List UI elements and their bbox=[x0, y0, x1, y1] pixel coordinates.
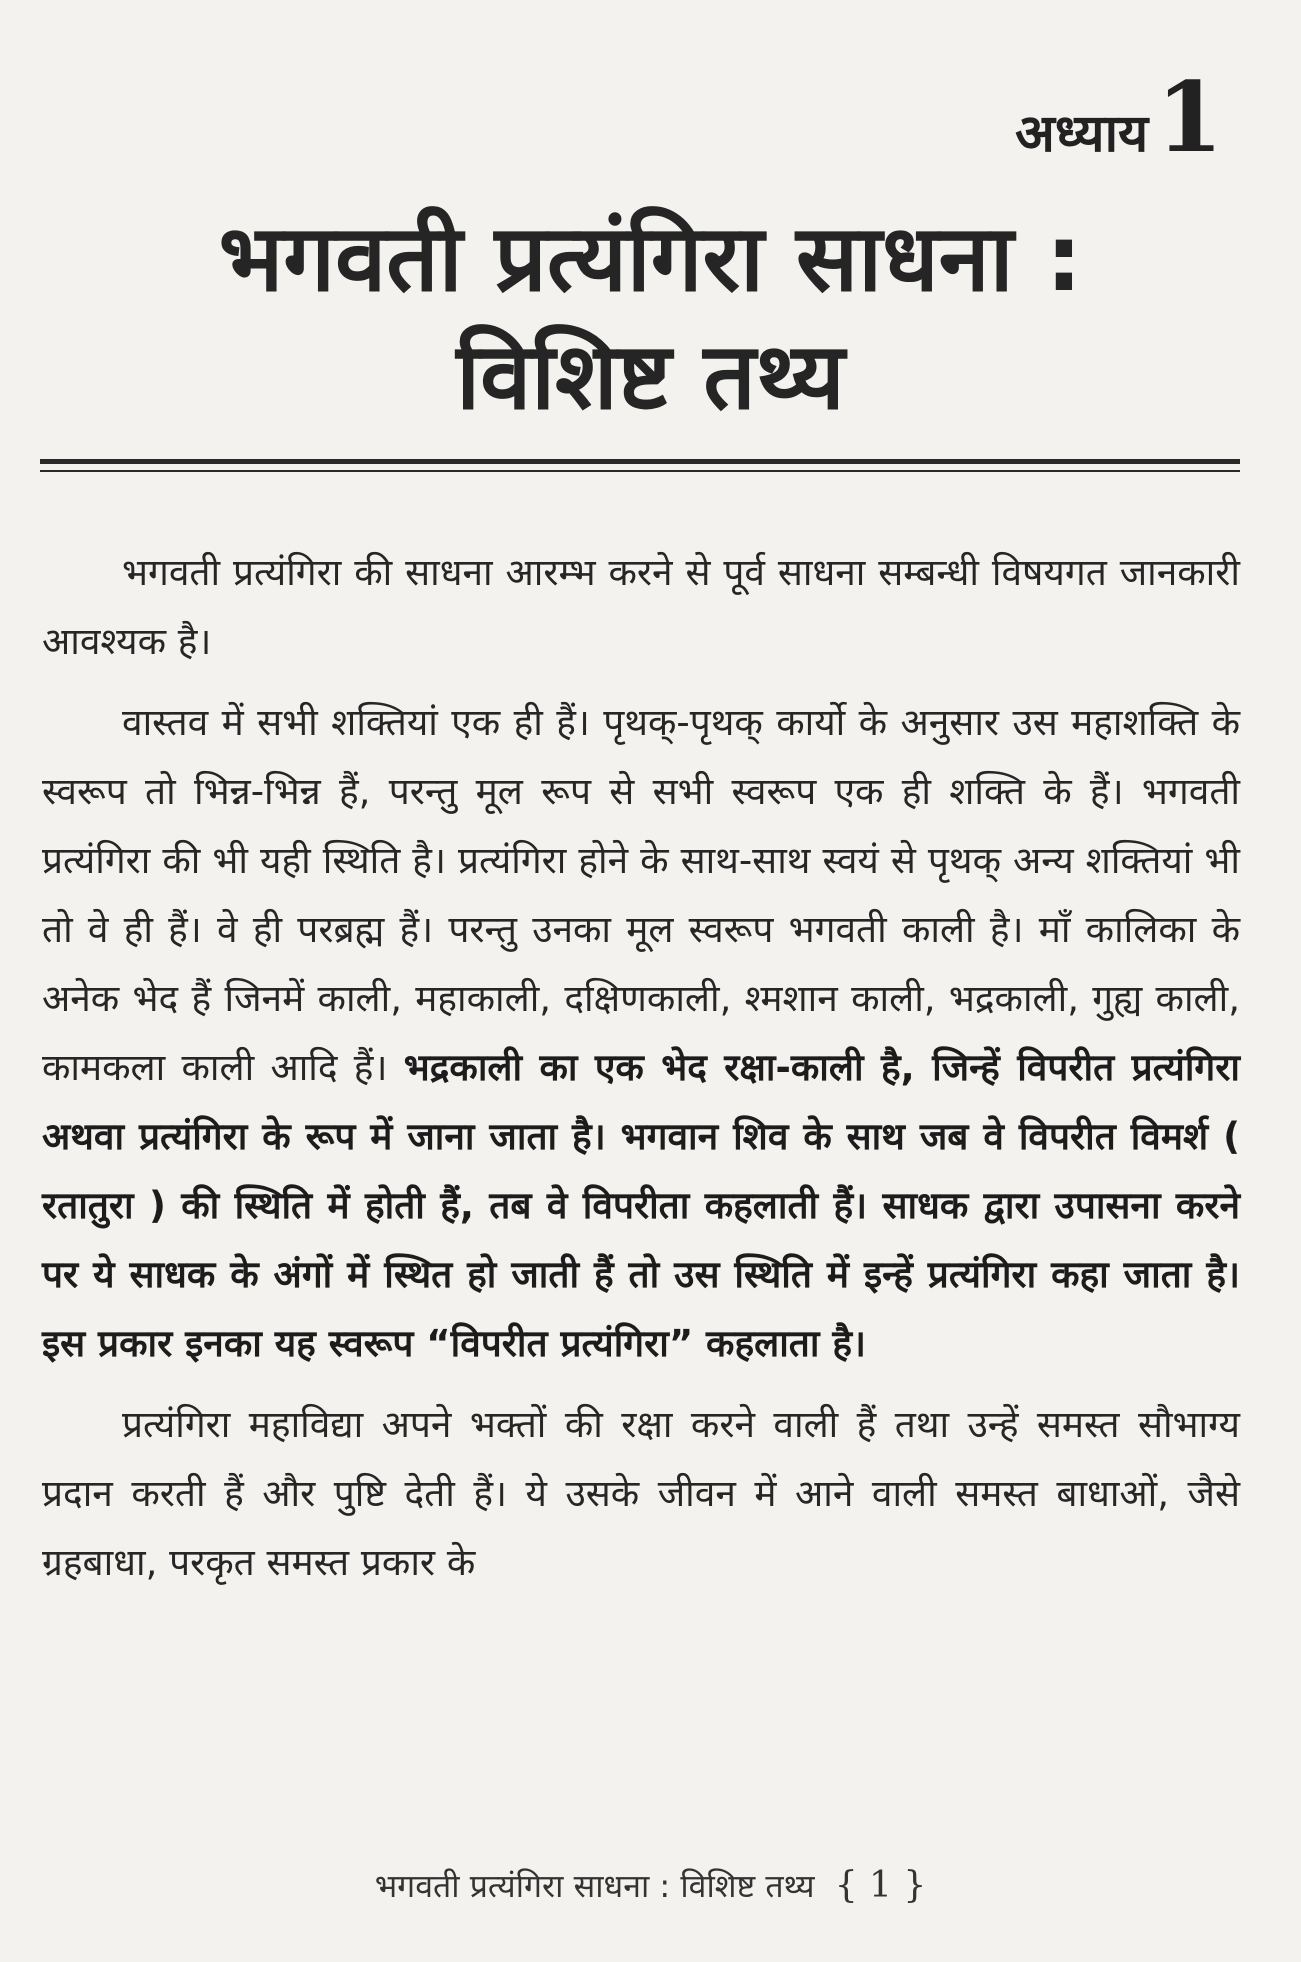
paragraph-2-regular: वास्तव में सभी शक्तियां एक ही हैं। पृथक्-पृथक् कार्यो के अनुसार उस महाशक्ति के स्वरूप तो भिन्न-भिन्न हैं, परन्तु मूल रूप से सभी स्वरूप एक ही शक्ति के हैं। भगवती प्रत्यंगिरा की भी यही स्थिति है। प्रत्यंगिरा होने के साथ-साथ स्वयं से पृथक् अन्य शक्तियां भी तो वे ही हैं। वे ही परब्रह्म हैं। परन्तु उनका मूल स्वरूप भगवती काली है। माँ कालिका के अनेक भेद हैं जिनमें काली, महाकाली, दक्षिणकाली, श्मशान काली, भद्रकाली, गुह्य काली, कामकला काली आदि हैं। bbox=[42, 701, 1240, 1089]
chapter-title-line-2: विशिष्ट तथ्य bbox=[456, 323, 845, 430]
page-number: { 1 } bbox=[834, 1865, 927, 1906]
body-text bbox=[42, 538, 1240, 1609]
page-footer bbox=[0, 1864, 1301, 1907]
chapter-title-line-1: भगवती प्रत्यंगिरा साधना : bbox=[218, 205, 1083, 312]
title-rule-thick bbox=[40, 459, 1240, 464]
running-title: भगवती प्रत्यंगिरा साधना : विशिष्ट तथ्य bbox=[374, 1867, 815, 1905]
chapter-title bbox=[60, 200, 1241, 436]
paragraph-2-bold: भद्रकाली का एक भेद रक्षा-काली है, जिन्हें विपरीत प्रत्यंगिरा अथवा प्रत्यंगिरा के रूप में जाना जाता है। भगवान शिव के साथ जब वे विपरीत विमर्श ( रतातुरा ) की स्थिति में होती हैं, तब वे विपरीता कहलाती हैं। साधक द्वारा उपासना करने पर ये साधक के अंगों में स्थित हो जाती हैं तो उस स्थिति में इन्हें प्रत्यंगिरा कहा जाता है। इस प्रकार इनका यह स्वरूप “विपरीत प्रत्यंगिरा” कहलाता है। bbox=[42, 1046, 1240, 1365]
chapter-label: अध्याय bbox=[1015, 103, 1149, 164]
paragraph-1: भगवती प्रत्यंगिरा की साधना आरम्भ करने से पूर्व साधना सम्बन्धी विषयगत जानकारी आवश्यक है। bbox=[42, 551, 1240, 663]
chapter-heading bbox=[1015, 61, 1223, 174]
title-rule-thin bbox=[40, 470, 1240, 472]
paragraph-3: प्रत्यंगिरा महाविद्या अपने भक्तों की रक्षा करने वाली हैं तथा उन्हें समस्त सौभाग्य प्रदान करती हैं और पुष्टि देती हैं। ये उसके जीवन में आने वाली समस्त बाधाओं, जैसे ग्रहबाधा, परकृत समस्त प्रकार के bbox=[42, 1403, 1240, 1584]
chapter-number: 1 bbox=[1156, 61, 1223, 174]
paragraph-2 bbox=[42, 688, 1240, 1378]
